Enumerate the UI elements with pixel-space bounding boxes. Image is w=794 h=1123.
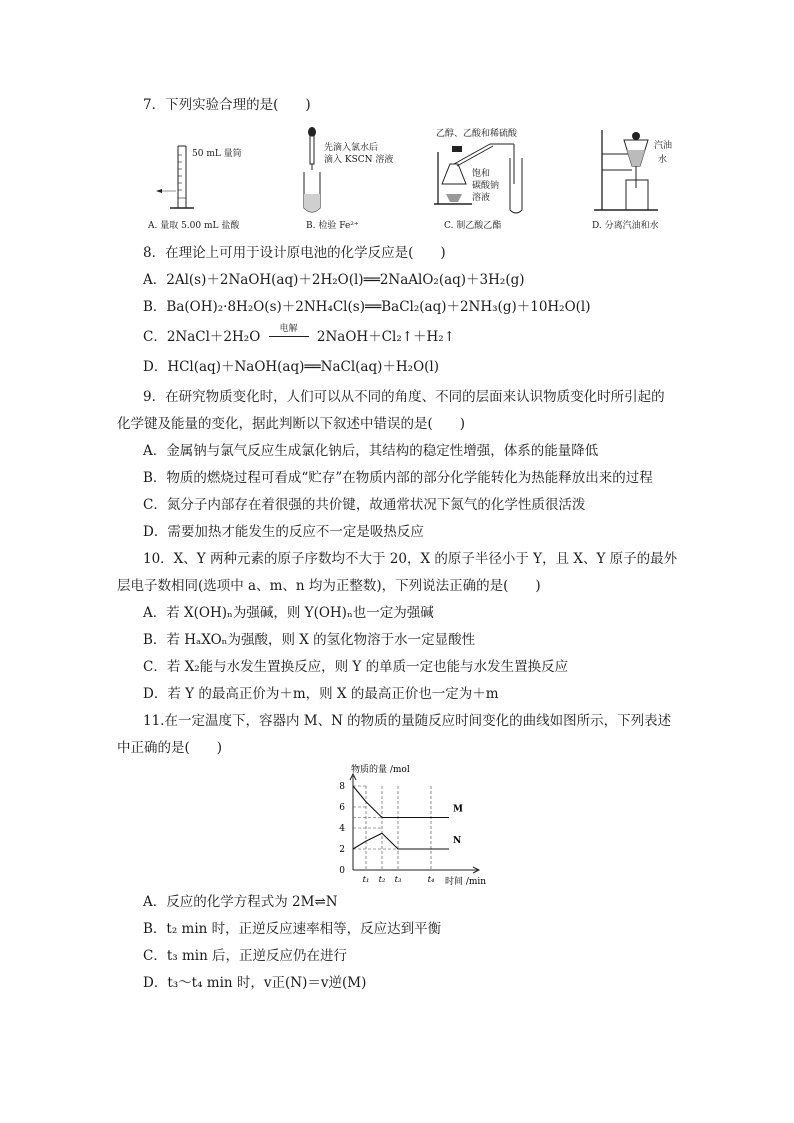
- q11-option-a: A．反应的化学方程式为 2M⇌N: [143, 894, 338, 910]
- figure-b-dropper: [296, 124, 426, 234]
- q8-option-c-right: 2NaOH＋Cl₂↑＋H₂↑: [316, 329, 456, 345]
- x-tick-label: t₃: [394, 875, 402, 885]
- y-tick-label: 0: [339, 866, 345, 876]
- figure-a-cylinder: [140, 128, 290, 233]
- q8-option-d: D．HCl(aq)＋NaOH(aq)══NaCl(aq)＋H₂O(l): [143, 359, 439, 375]
- figure-c-label-1: 乙醇、乙酸和稀硫酸: [436, 129, 518, 139]
- q9-stem-line-2: 化学键及能量的变化，据此判断以下叙述中错误的是( ): [117, 416, 466, 432]
- figure-a-label: 50 mL 量筒: [192, 149, 242, 159]
- y-tick-label: 6: [339, 803, 345, 813]
- figure-c-caption: C. 制乙酸乙酯: [444, 221, 502, 231]
- q8-option-b: B．Ba(OH)₂·8H₂O(s)＋2NH₄Cl(s)══BaCl₂(aq)＋2NH₃(g)＋10H₂O(l): [143, 299, 591, 315]
- q10-option-c: C．若 X₂能与水发生置换反应，则 Y 的单质一定也能与水发生置换反应: [143, 659, 569, 675]
- x-axis-label: 时间 /min: [445, 877, 487, 886]
- q10-option-d: D．若 Y 的最高正价为＋m，则 X 的最高正价也一定为＋m: [143, 686, 499, 702]
- q8-option-a: A．2Al(s)＋2NaOH(aq)＋2H₂O(l)══2NaAlO₂(aq)＋3H₂(g): [143, 272, 525, 288]
- electrolysis-label: 电解: [279, 324, 298, 334]
- series-line-m: [353, 786, 449, 818]
- q9-option-a: A．金属钠与氯气反应生成氯化钠后，其结构的稳定性增强，体系的能量降低: [143, 443, 599, 459]
- x-tick-label: t₂: [378, 875, 386, 885]
- q11-option-c: C．t₃ min 后，正逆反应仍在进行: [143, 948, 348, 964]
- q9-stem-line-1: 9．在研究物质变化时，人们可以从不同的角度、不同的层面来认识物质变化时所引起的: [143, 389, 665, 405]
- electrolysis-condition: [269, 324, 309, 337]
- q11-stem-line-1: 11.在一定温度下，容器内 M、N 的物质的量随反应时间变化的曲线如图所示，下列表述: [143, 713, 672, 729]
- q10-stem-line-1: 10．X、Y 两种元素的原子序数均不大于 20，X 的原子半径小于 Y，且 X、Y 原子的最外: [143, 551, 678, 567]
- y-axis-label: 物质的量 /mol: [351, 765, 410, 775]
- q9-option-d: D．需要加热才能发生的反应不一定是吸热反应: [143, 524, 424, 540]
- q10-stem-line-2: 层电子数相同(选项中 a、m、n 均为正整数)，下列说法正确的是( ): [117, 578, 541, 594]
- figure-c-label-2: 饱和: [472, 169, 491, 179]
- x-tick-label: t₄: [427, 875, 435, 885]
- y-tick-label: 2: [339, 845, 345, 855]
- y-tick-label: 8: [339, 782, 345, 792]
- figure-c-apparatus: [432, 124, 572, 234]
- q10-option-b: B．若 HₐXOₙ为强酸，则 X 的氢化物溶于水一定显酸性: [143, 632, 476, 648]
- figure-b-caption: B. 检验 Fe²⁺: [306, 221, 359, 231]
- q8-option-c: [143, 324, 456, 346]
- chart-svg: [335, 764, 495, 886]
- figure-b-label-2: 滴入 KSCN 溶液: [324, 155, 394, 165]
- figure-d-label-1: 汽油: [654, 141, 673, 151]
- figure-b-label-1: 先滴入氯水后: [324, 143, 379, 153]
- q8-stem: 8．在理论上可用于设计原电池的化学反应是( ): [143, 245, 446, 261]
- figure-a-caption: A. 量取 5.00 mL 盐酸: [148, 221, 240, 231]
- q11-option-d: D．t₃～t₄ min 时，v正(N)＝v逆(M): [143, 975, 367, 991]
- amount-time-chart: [335, 764, 495, 886]
- figure-c-label-3: 碳酸钠: [472, 181, 500, 191]
- y-tick-label: 4: [339, 824, 345, 834]
- figure-d-label-2: 水: [658, 155, 668, 165]
- series-label-m: M: [453, 804, 463, 815]
- q10-option-a: A．若 X(OH)ₙ为强碱，则 Y(OH)ₙ也一定为强碱: [143, 605, 434, 621]
- figure-d-caption: D. 分离汽油和水: [592, 221, 659, 231]
- figure-d-funnel: [588, 124, 708, 234]
- q11-stem-line-2: 中正确的是( ): [117, 740, 223, 756]
- q11-option-b: B．t₂ min 时，正逆反应速率相等，反应达到平衡: [143, 921, 442, 937]
- q7-stem: 7．下列实验合理的是( ): [143, 97, 311, 113]
- q9-option-b: B．物质的燃烧过程可看成“贮存”在物质内部的部分化学能转化为热能释放出来的过程: [143, 470, 653, 486]
- series-label-n: N: [453, 836, 462, 846]
- q8-option-c-left: C．2NaCl＋2H₂O: [143, 329, 261, 345]
- figure-c-label-4: 溶液: [472, 193, 491, 203]
- q9-option-c: C．氮分子内部存在着很强的共价键，故通常状况下氮气的化学性质很活泼: [143, 497, 586, 513]
- series-line-n: [353, 833, 449, 849]
- x-tick-label: t₁: [362, 875, 370, 885]
